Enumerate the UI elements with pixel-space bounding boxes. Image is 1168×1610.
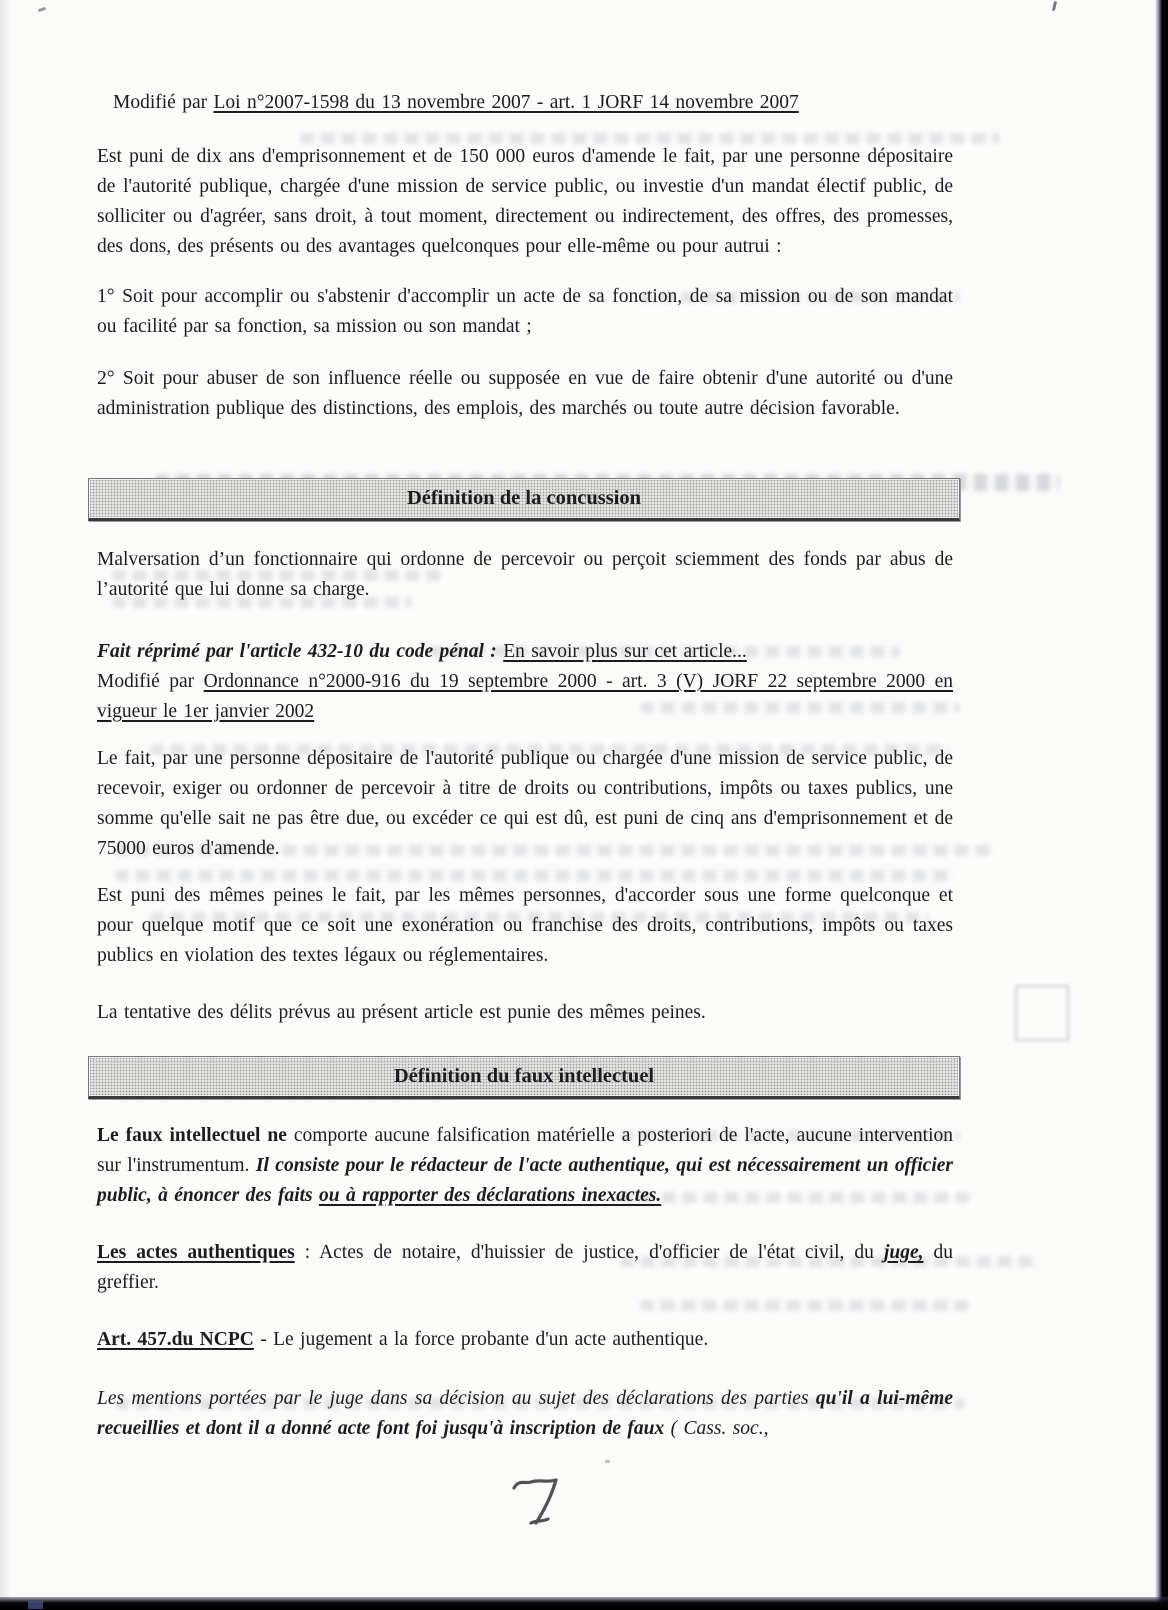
scan-edge-bottom: [0, 1597, 1168, 1610]
handwritten-page-number: [508, 1470, 578, 1532]
text-segment: comporte aucune falsification matérielle a posteriori de l'acte, aucune intervention sur l'instrumentum.: [97, 1125, 954, 1176]
text-segment: Le faux intellectuel ne: [97, 1125, 287, 1146]
scan-edge-left: [0, 0, 12, 1610]
para-item-1: [97, 282, 953, 342]
text-segment: Il consiste pour le rédacteur de l'acte authentique, qui est nécessairement un officier public, à énoncer des faits: [97, 1155, 954, 1206]
text-segment: juge,: [883, 1242, 924, 1263]
text-segment: 1° Soit pour accomplir ou s'abstenir d'accomplir un acte de sa fonction, de sa mission ou de son mandat ou facilité par sa fonction, sa mission ou son mandat ;: [97, 286, 953, 337]
para-art-457: [97, 1325, 953, 1355]
text-segment: Le fait, par une personne dépositaire de l'autorité publique ou chargée d'une mission de service public, de recevoir, exiger ou ordonner de percevoir à titre de droits ou contributions, impôts ou taxes publics, une somme qu'elle sait ne pas être due, ou excéder ce qui est dû, est puni de cinq ans d'emprisonnement et de 75000 euros d'amende.: [97, 748, 953, 859]
scan-edge-notch: [28, 1601, 43, 1609]
para-mentions-juge: [97, 1384, 953, 1444]
ref-article-432-10: [97, 637, 953, 667]
text-segment: Les mentions portées par le juge dans sa décision au sujet des déclarations des parties: [97, 1388, 816, 1409]
text-segment: Fait réprimé par l'article 432-10 du code pénal :: [97, 641, 497, 662]
para-malversation: [97, 545, 953, 605]
text-segment: Ordonnance n°2000-916 du 19 septembre 2000 - art. 3 (V) JORF 22 septembre 2000 en vigueur le 1er janvier 2002: [97, 671, 954, 722]
text-segment: ( Cass. soc.,: [670, 1418, 769, 1439]
text-segment: qu'il a lui-même recueillies et dont il a donné acte font foi jusqu'à inscription de faux: [97, 1388, 953, 1439]
text-segment: Modifié par: [113, 92, 214, 113]
text-segment: Est puni de dix ans d'emprisonnement et de 150 000 euros d'amende le fait, par une personne dépositaire de l'autorité publique, chargée d'une mission de service public, ou investie d'un mandat électif public, de solliciter ou d'agréer, sans droit, à tout moment, directement ou indirectement, des offres, des promesses, des dons, des présents ou des avantages quelconques pour elle-même ou pour autrui :: [97, 146, 953, 257]
text-segment: 2° Soit pour abuser de son influence réelle ou supposée en vue de faire obtenir d'une autorité ou d'une administration publique des distinctions, des emplois, des marchés ou toute autre décision favorable.: [97, 368, 953, 419]
handwritten-seven-glyph: [508, 1470, 578, 1532]
text-segment: du greffier.: [97, 1242, 953, 1293]
text-segment: - Le jugement a la force probante d'un acte authentique.: [253, 1329, 709, 1350]
para-tentative: [97, 998, 953, 1028]
scan-speck: [605, 1460, 610, 1463]
bleedthrough-artifact: [1015, 985, 1069, 1041]
text-segment: La tentative des délits prévus au présent article est punie des mêmes peines.: [97, 1002, 706, 1023]
page-content: [97, 88, 953, 1444]
scan-speck: [1052, 1, 1057, 11]
text-segment: Définition de la concussion: [406, 487, 642, 509]
para-corruption: [97, 142, 953, 262]
text-segment: Est puni des mêmes peines le fait, par les mêmes personnes, d'accorder sous une forme quelconque et pour quelque motif que ce soit une exonération ou franchise des droits, contributions, impôts ou taxes publics en violation des textes légaux ou réglementaires.: [97, 885, 953, 966]
scan-edge-right: [1155, 0, 1168, 1610]
text-segment: Modifié par: [97, 671, 204, 692]
ref-loi-2007: [97, 88, 953, 118]
text-segment: ou à rapporter des déclarations inexactes.: [319, 1185, 662, 1206]
text-segment: Loi n°2007-1598 du 13 novembre 2007 - art. 1 JORF 14 novembre 2007: [213, 92, 799, 113]
text-segment: Définition du faux intellectuel: [393, 1065, 655, 1087]
box-definition-faux-intellectuel: [88, 1056, 960, 1099]
box-definition-concussion: [88, 478, 960, 521]
text-segment: Art. 457.du NCPC: [97, 1329, 254, 1350]
text-segment: Malversation d’un fonctionnaire qui ordonne de percevoir ou perçoit sciemment des fonds par abus de l’autorité que lui donne sa charge.: [97, 549, 953, 600]
text-segment: : Actes de notaire, d'huissier de justice, d'officier de l'état civil, du: [294, 1242, 884, 1263]
text-segment: Les actes authentiques: [97, 1242, 295, 1263]
para-exoneration: [97, 881, 953, 971]
scan-speck: [38, 7, 47, 12]
text-segment: En savoir plus sur cet article...: [503, 641, 747, 662]
para-actes-authentiques: [97, 1238, 953, 1298]
para-faux-intellectuel: [97, 1121, 953, 1211]
para-item-2: [97, 364, 953, 424]
para-concussion-definition: [97, 744, 953, 864]
ref-ordonnance-2000: [97, 667, 953, 727]
